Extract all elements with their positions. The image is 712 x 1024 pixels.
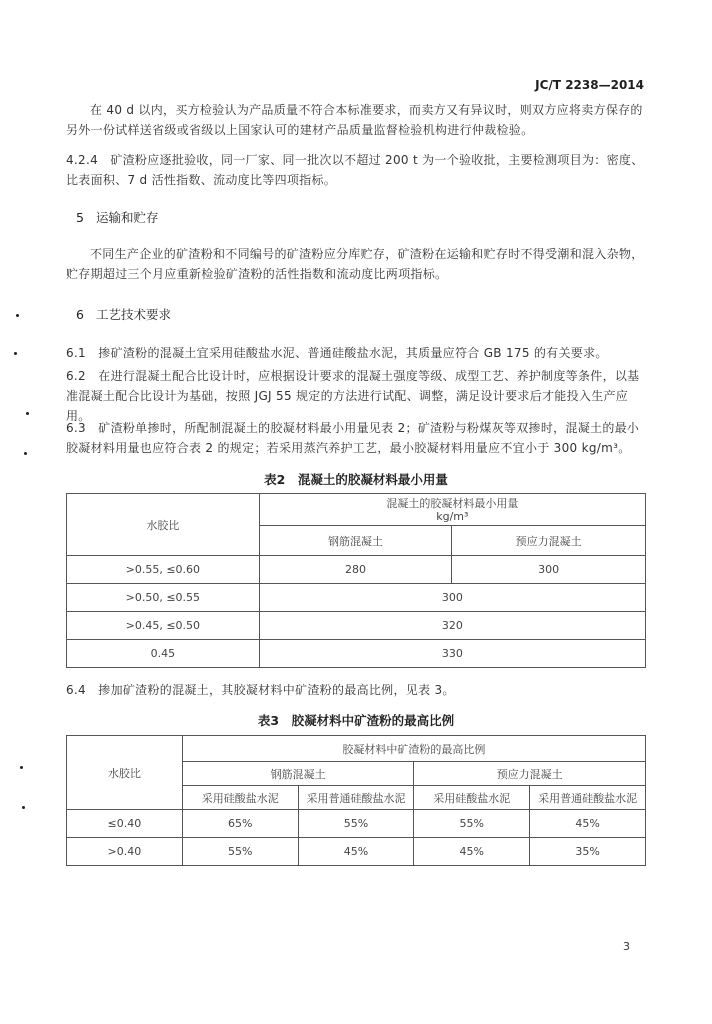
paragraph-4-2-4: 4.2.4 矿渣粉应逐批验收，同一厂家、同一批次以不超过 200 t 为一个验收批，主要检测项目为：密度、比表面积、7 d 活性指数、流动度比等四项指标。	[66, 153, 644, 187]
table-2-header-group	[259, 494, 645, 526]
table-cell: 320	[259, 612, 645, 640]
table-3-sub-header: 采用普通硅酸盐水泥	[530, 786, 646, 810]
section-5-number: 5	[76, 210, 84, 225]
table-row: ≤0.40	[67, 810, 183, 838]
table-2-group-title: 混凝土的胶凝材料最小用量	[386, 496, 519, 510]
table-cell: 55%	[182, 838, 298, 866]
table-cell: 280	[259, 556, 452, 584]
paragraph-6-1: 6.1 掺矿渣粉的混凝土宜采用硅酸盐水泥、普通硅酸盐水泥，其质量应符合 GB 175 的有关要求。	[66, 346, 608, 360]
scan-mark	[26, 412, 29, 415]
table-row: >0.50, ≤0.55	[67, 584, 260, 612]
table-cell: 45%	[298, 838, 414, 866]
table-cell: 300	[452, 556, 646, 584]
table-2-sub-prestressed: 预应力混凝土	[452, 526, 646, 556]
table-2	[66, 493, 646, 668]
table-2-unit: kg/m³	[436, 509, 469, 523]
section-6-number: 6	[76, 307, 84, 322]
table-3-header-group: 胶凝材料中矿渣粉的最高比例	[182, 736, 645, 762]
table-3	[66, 735, 646, 866]
table-cell: 55%	[414, 810, 530, 838]
paragraph-6-4: 6.4 掺加矿渣粉的混凝土，其胶凝材料中矿渣粉的最高比例，见表 3。	[66, 683, 455, 697]
table-3-group-prestressed: 预应力混凝土	[414, 762, 646, 786]
table-row: >0.40	[67, 838, 183, 866]
section-5-title: 运输和贮存	[95, 210, 159, 225]
section-5-heading	[76, 208, 159, 226]
section-6-title: 工艺技术要求	[95, 307, 171, 322]
table-3-sub-header: 采用硅酸盐水泥	[182, 786, 298, 810]
table-cell: 55%	[298, 810, 414, 838]
scan-mark	[22, 806, 25, 809]
table-cell: 35%	[530, 838, 646, 866]
table-row: >0.55, ≤0.60	[67, 556, 260, 584]
scan-mark	[14, 352, 17, 355]
page-number: 3	[623, 940, 630, 953]
scan-mark	[16, 314, 19, 317]
table-3-sub-header: 采用硅酸盐水泥	[414, 786, 530, 810]
table-3-caption: 表3 胶凝材料中矿渣粉的最高比例	[257, 713, 455, 728]
table-row: >0.45, ≤0.50	[67, 612, 260, 640]
scan-mark	[24, 452, 27, 455]
paragraph-6-2: 6.2 在进行混凝土配合比设计时，应根据设计要求的混凝土强度等级、成型工艺、养护制度等条件，以基准混凝土配合比设计为基础，按照 JGJ 55 规定的方法进行试配、调整，满足设计要求后才能投入生产应用。	[66, 369, 640, 423]
paragraph-6-3: 6.3 矿渣粉单掺时，所配制混凝土的胶凝材料最小用量见表 2；矿渣粉与粉煤灰等双掺时，混凝土的最小胶凝材料用量也应符合表 2 的规定；若采用蒸汽养护工艺，最小胶凝材料用量应不宜小于 300 kg/m³。	[66, 421, 640, 455]
table-2-caption: 表2 混凝土的胶凝材料最小用量	[264, 472, 448, 487]
scan-mark	[20, 766, 23, 769]
table-cell: 45%	[414, 838, 530, 866]
section-6-heading	[76, 305, 171, 323]
table-cell: 65%	[182, 810, 298, 838]
table-2-sub-reinforced: 钢筋混凝土	[259, 526, 452, 556]
table-cell: 45%	[530, 810, 646, 838]
table-3-sub-header: 采用普通硅酸盐水泥	[298, 786, 414, 810]
paragraph-storage: 不同生产企业的矿渣粉和不同编号的矿渣粉应分库贮存，矿渣粉在运输和贮存时不得受潮和混入杂物，贮存期超过三个月应重新检验矿渣粉的活性指数和流动度比两项指标。	[66, 247, 644, 281]
paragraph-arbitration: 在 40 d 以内，买方检验认为产品质量不符合本标准要求，而卖方又有异议时，则双方应将卖方保存的另外一份试样送省级或省级以上国家认可的建材产品质量监督检验机构进行仲裁检验。	[66, 103, 643, 137]
table-row: 0.45	[67, 640, 260, 668]
table-cell: 330	[259, 640, 645, 668]
table-3-header-water-binder: 水胶比	[67, 736, 183, 810]
table-cell: 300	[259, 584, 645, 612]
table-3-group-reinforced: 钢筋混凝土	[182, 762, 414, 786]
table-2-header-water-binder: 水胶比	[67, 494, 260, 556]
standard-number: JC/T 2238—2014	[535, 78, 644, 92]
